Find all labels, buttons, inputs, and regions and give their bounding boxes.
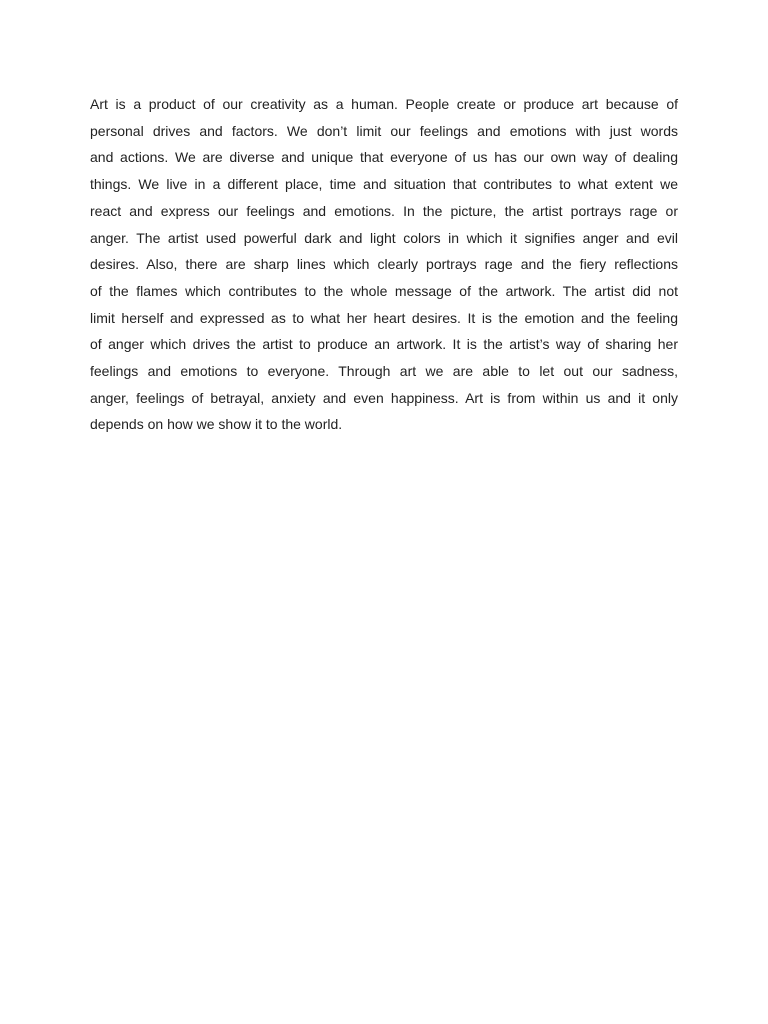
- paragraph-line-7: desires. Also, there are sharp lines which clearly portrays rage and the fiery reflections: [90, 256, 678, 273]
- body-paragraph: [90, 91, 678, 438]
- paragraph-line-8: of the flames which contributes to the whole message of the artwork. The artist did not: [90, 282, 678, 299]
- paragraph-line-13: depends on how we show it to the world.: [90, 416, 343, 433]
- paragraph-line-2: personal drives and factors. We don’t limit our feelings and emotions with just words: [90, 122, 678, 139]
- paragraph-line-9: limit herself and expressed as to what her heart desires. It is the emotion and the feeling: [90, 309, 678, 326]
- paragraph-line-11: feelings and emotions to everyone. Through art we are able to let out our sadness,: [90, 363, 678, 380]
- paragraph-line-10: of anger which drives the artist to produce an artwork. It is the artist’s way of sharing her: [90, 336, 678, 353]
- paragraph-line-4: things. We live in a different place, time and situation that contributes to what extent we: [90, 176, 678, 193]
- paragraph-line-6: anger. The artist used powerful dark and light colors in which it signifies anger and evil: [90, 229, 678, 246]
- paragraph-line-1: Art is a product of our creativity as a human. People create or produce art because of: [90, 96, 678, 112]
- paragraph-line-3: and actions. We are diverse and unique that everyone of us has our own way of dealing: [90, 149, 678, 166]
- paragraph-line-5: react and express our feelings and emotions. In the picture, the artist portrays rage or: [90, 202, 678, 219]
- paragraph-line-12: anger, feelings of betrayal, anxiety and even happiness. Art is from within us and it only: [90, 389, 678, 406]
